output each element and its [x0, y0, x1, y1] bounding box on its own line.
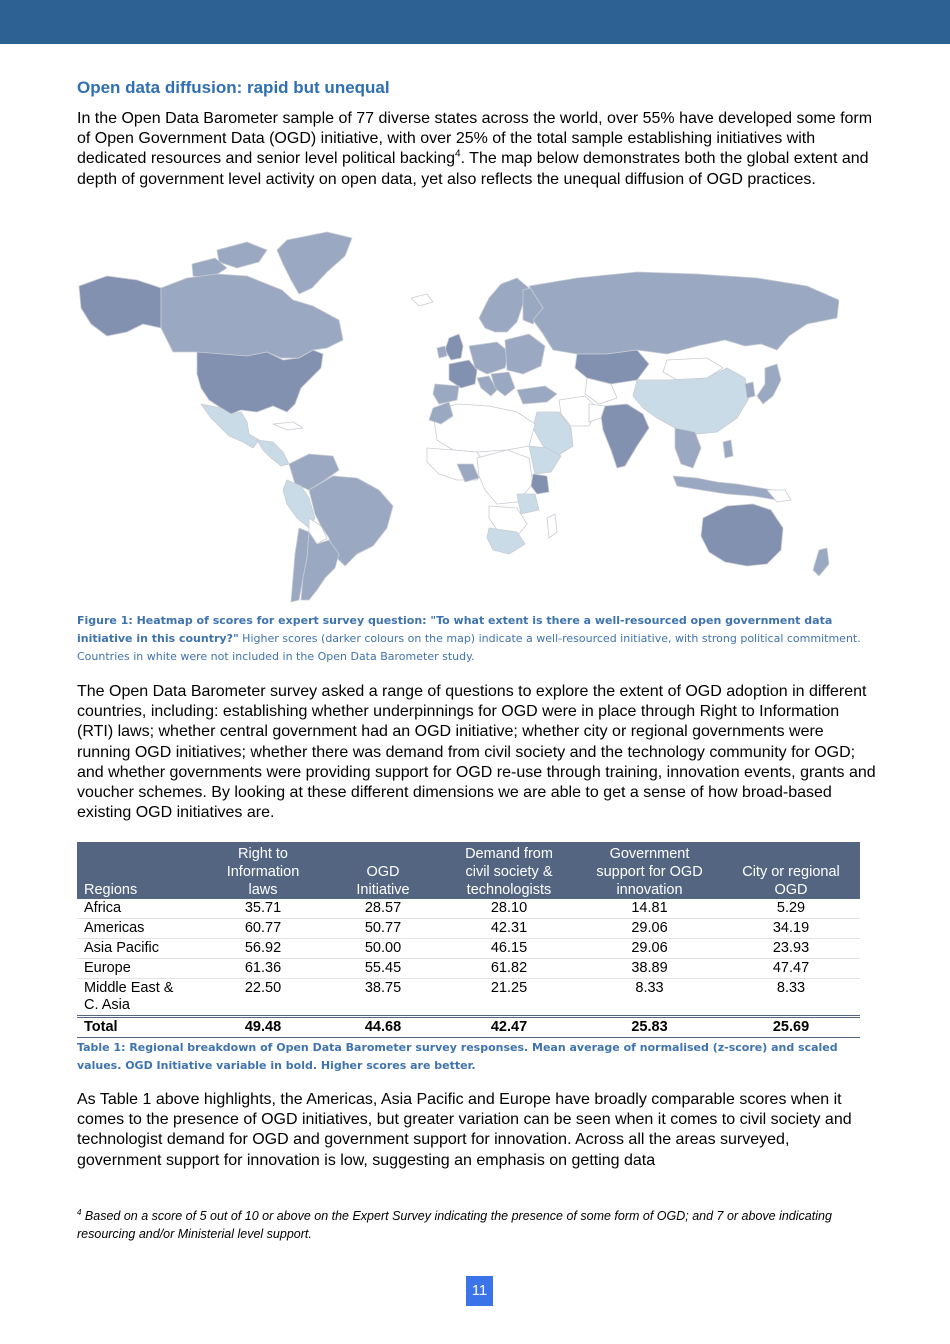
madagascar	[547, 514, 557, 538]
header-gov-support: Government support for OGD innovation	[577, 842, 722, 899]
japan	[757, 364, 781, 404]
header-regions: Regions	[77, 842, 201, 899]
alaska	[79, 276, 161, 336]
tanzania	[517, 494, 539, 514]
table-row: Middle East & C. Asia 22.50 38.75 21.25 8.33 8.33	[77, 979, 860, 1017]
new-zealand	[813, 548, 829, 576]
usa	[197, 350, 323, 414]
header-rti: Right to Information laws	[201, 842, 325, 899]
table-row: Americas 60.77 50.77 42.31 29.06 34.19	[77, 919, 860, 939]
table-row: Africa 35.71 28.57 28.10 14.81 5.29	[77, 899, 860, 919]
table-header-row	[77, 842, 860, 899]
iceland	[411, 294, 433, 306]
section-heading: Open data diffusion: rapid but unequal	[77, 78, 390, 97]
closing-paragraph: As Table 1 above highlights, the Americas, Asia Pacific and Europe have broadly comparable scores when it comes to the presence of OGD initiatives, but greater variation can be seen when it comes to civil society and technologist demand for OGD and government support for innovation. Across all the areas surveyed, government support for innovation is low, suggesting an emphasis on getting data	[77, 1091, 852, 1169]
world-heatmap	[77, 228, 839, 606]
canada-islands	[217, 242, 267, 268]
korea	[745, 382, 755, 398]
scandinavia	[479, 278, 529, 332]
table-row: Europe 61.36 55.45 61.82 38.89 47.47	[77, 959, 860, 979]
australia	[701, 504, 783, 566]
ireland	[437, 346, 447, 358]
russia	[529, 272, 839, 354]
uk	[445, 334, 463, 360]
header-city: City or regional OGD	[722, 842, 860, 899]
header-bar	[0, 0, 950, 44]
footnote: $^4$ Based on a score of 5 out of 10 or above on the Expert Survey indicating the presence of some form of OGD; and 7 or above indicating resourcing and/or Ministerial level support.	[77, 1207, 832, 1241]
figure-caption: Figure 1: Heatmap of scores for expert survey question: "To what extent is there a well-resourced open government data initiative in this country?" Higher scores (darker colours on the map) indicate a well-resourced initiative, with strong political commitment. Countries in white were not included in the Open Data Barometer study.	[77, 614, 861, 663]
turkey	[517, 386, 557, 404]
kenya	[531, 474, 549, 494]
spain	[433, 384, 459, 404]
philippines	[723, 440, 733, 458]
page-number: 11	[466, 1276, 493, 1306]
caribbean	[273, 422, 303, 430]
canada	[161, 274, 343, 358]
table-total-row: Total 49.48 44.68 42.47 25.83 25.69	[77, 1017, 860, 1038]
france	[449, 360, 477, 388]
table-row: Asia Pacific 56.92 50.00 46.15 29.06 23.93	[77, 939, 860, 959]
regions-table	[77, 842, 860, 1038]
greenland	[277, 232, 352, 294]
intro-paragraph: In the Open Data Barometer sample of 77 diverse states across the world, over 55% have developed some form of Open Government Data (OGD) initiative, with over 25% of the total sample establishing initiatives with dedicated resources and senior level political backing$^4$. The map below demonstrates both the global extent and depth of government level activity on open data, yet also reflects the unequal diffusion of OGD practices.	[77, 110, 873, 188]
survey-paragraph: The Open Data Barometer survey asked a range of questions to explore the extent of OGD adoption in different countries, including: establishing whether underpinnings for OGD were in place through Right to Information (RTI) laws; whether central government had an OGD initiative; whether city or regional governments were running OGD initiatives; whether there was demand from civil society and the technology community for OGD; and whether governments were providing support for OGD re-use through training, innovation events, grants and voucher schemes. By looking at these different dimensions we are able to get a sense of how broad-based existing OGD initiatives are.	[77, 683, 876, 822]
central-america	[257, 440, 289, 466]
table-caption: Table 1: Regional breakdown of Open Data Barometer survey responses. Mean average of normalised (z-score) and scaled values. OGD Initiative variable in bold. Higher scores are better.	[77, 1041, 838, 1072]
header-demand: Demand from civil society & technologists	[441, 842, 577, 899]
footnote-ref[interactable]: 4	[455, 149, 461, 161]
kazakhstan	[575, 350, 649, 384]
india	[601, 404, 649, 468]
eastern-europe	[505, 334, 545, 374]
indonesia	[673, 476, 783, 500]
header-ogd: OGD Initiative	[325, 842, 441, 899]
